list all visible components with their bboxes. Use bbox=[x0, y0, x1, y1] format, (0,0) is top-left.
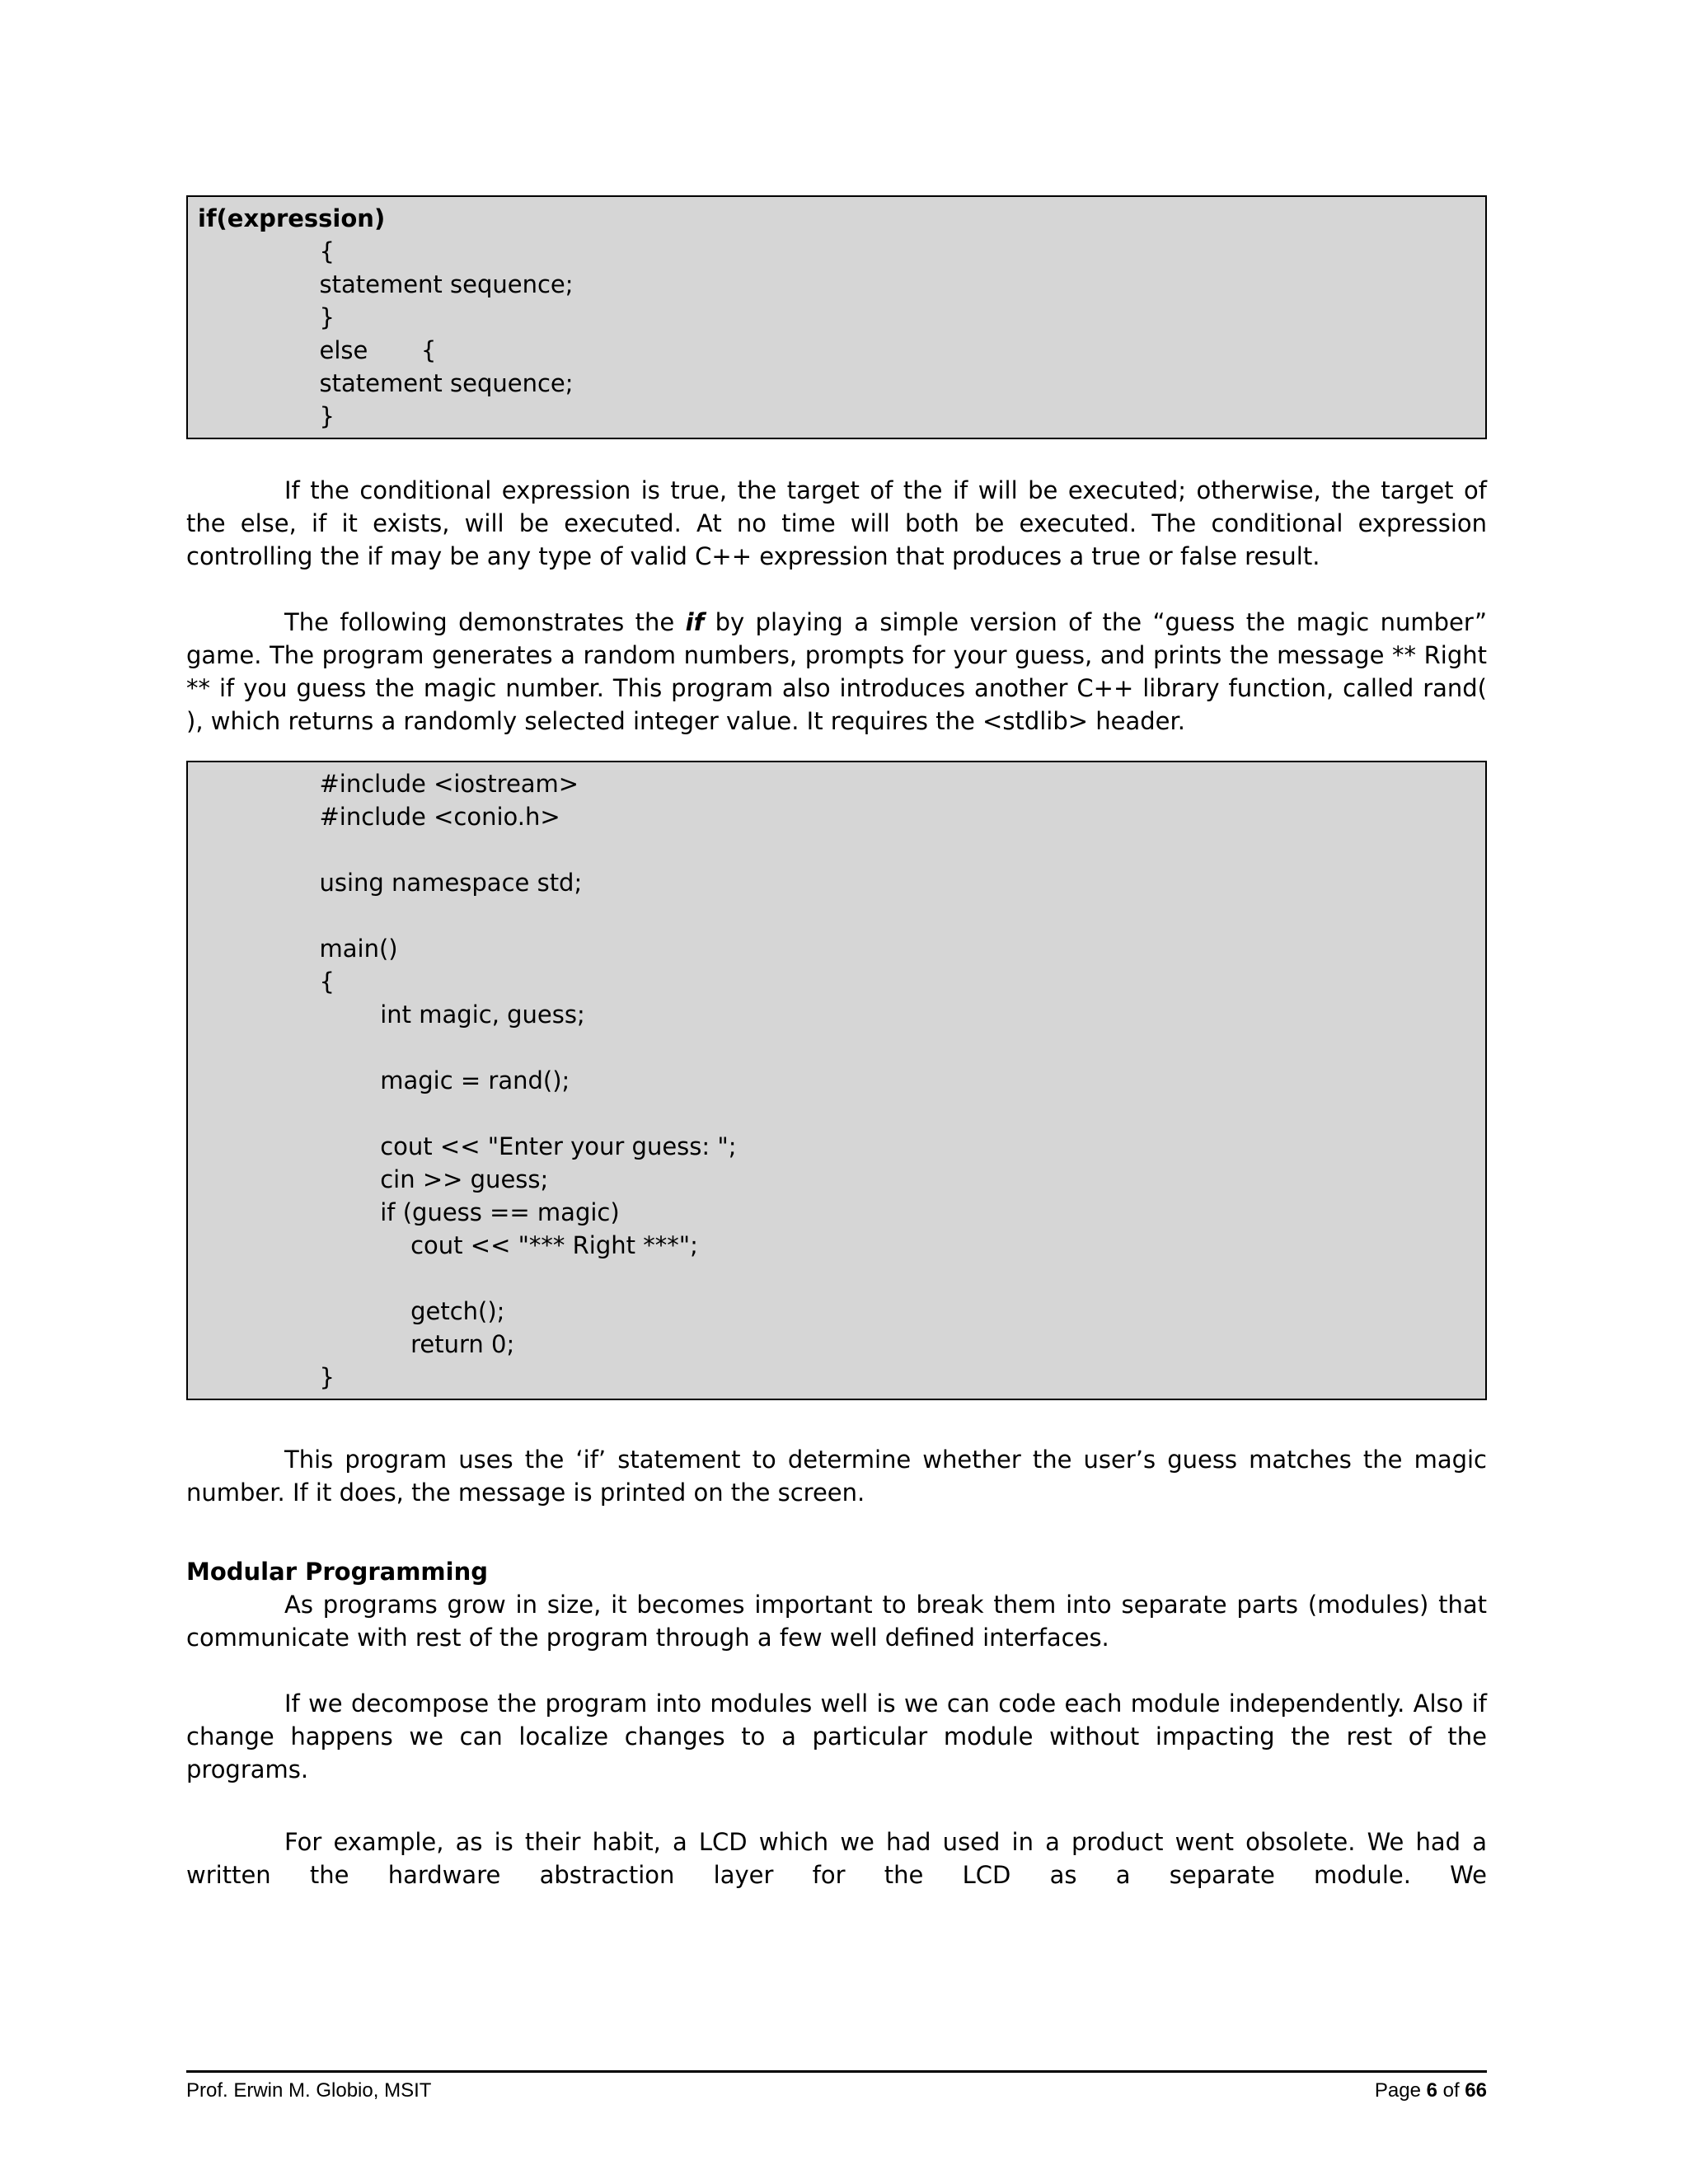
code-line: } bbox=[198, 1363, 335, 1391]
code-line: cout << "*** Right ***"; bbox=[198, 1231, 698, 1259]
code-line: else { bbox=[198, 336, 437, 364]
paragraph-program-explanation: This program uses the ‘if’ statement to determine whether the user’s guess matches the magic number. If it does, the message is printed on the screen. bbox=[186, 1446, 1487, 1507]
footer-page-info bbox=[1375, 2079, 1487, 2102]
code-line bbox=[198, 899, 1475, 932]
footer-author: Prof. Erwin M. Globio, MSIT bbox=[186, 2079, 432, 2102]
paragraph-if-explanation: If the conditional expression is true, the target of the if will be executed; otherwise, the target of the else, if it exists, will be executed. At no time will both be executed. The conditional expression controlling the if may be any type of valid C++ expression that produces a true or false result. bbox=[186, 476, 1487, 570]
code-line: { bbox=[198, 968, 335, 996]
footer-page-total: 66 bbox=[1465, 2079, 1487, 2102]
code-line: getch(); bbox=[198, 1297, 505, 1325]
paragraph-text: The following demonstrates the bbox=[284, 608, 686, 636]
footer-page-number: 6 bbox=[1426, 2079, 1437, 2102]
code-line bbox=[198, 1262, 1475, 1295]
code-line bbox=[198, 1031, 1475, 1064]
code-line: } bbox=[198, 402, 335, 430]
code-line: main() bbox=[198, 935, 398, 963]
code-line bbox=[198, 833, 1475, 866]
page-content bbox=[186, 195, 1487, 1891]
code-line: cout << "Enter your guess: "; bbox=[198, 1132, 737, 1160]
code-title: if(expression) bbox=[198, 204, 386, 232]
footer-of-label: of bbox=[1437, 2079, 1465, 2102]
code-line: magic = rand(); bbox=[198, 1066, 570, 1094]
paragraph-text: by playing a simple version of the “guess the magic number” game. The program generates a random numbers, prompts for your guess, and prints the message ** Right ** if you guess the magic number. This program also introduces another C++ library function, called rand( ), which returns a randomly selected integer value. It requires the <stdlib> header. bbox=[186, 608, 1487, 735]
code-line: return 0; bbox=[198, 1330, 515, 1358]
code-line: } bbox=[198, 303, 335, 331]
paragraph-modular-1: As programs grow in size, it becomes important to break them into separate parts (modules) that communicate with rest of the program through a few well defined interfaces. bbox=[186, 1591, 1487, 1652]
heading-modular-programming: Modular Programming bbox=[186, 1558, 488, 1586]
page-footer bbox=[186, 2070, 1487, 2102]
code-line: #include <conio.h> bbox=[198, 803, 560, 831]
code-line: cin >> guess; bbox=[198, 1165, 549, 1193]
paragraph-modular-2: If we decompose the program into modules well is we can code each module independently. Also if change happens we can localize changes to a particular module without impacting the rest of the programs. bbox=[186, 1690, 1487, 1783]
syntax-box-if-else bbox=[186, 195, 1487, 439]
footer-page-label: Page bbox=[1374, 2079, 1427, 2102]
code-line: { bbox=[198, 237, 335, 265]
code-line: #include <iostream> bbox=[198, 770, 579, 798]
code-line: statement sequence; bbox=[198, 369, 574, 397]
code-line bbox=[198, 1097, 1475, 1130]
code-line: if (guess == magic) bbox=[198, 1198, 620, 1226]
code-line: using namespace std; bbox=[198, 869, 583, 897]
code-box-guess-program bbox=[186, 761, 1487, 1400]
paragraph-modular-3: For example, as is their habit, a LCD which we had used in a product went obsolete. We had a written the hardware abstraction layer for the LCD as a separate module. We bbox=[186, 1828, 1487, 1889]
code-line: int magic, guess; bbox=[198, 1001, 585, 1029]
paragraph-guess-game-intro bbox=[186, 606, 1487, 738]
code-line: statement sequence; bbox=[198, 270, 574, 298]
emphasized-if-keyword: if bbox=[685, 608, 705, 636]
